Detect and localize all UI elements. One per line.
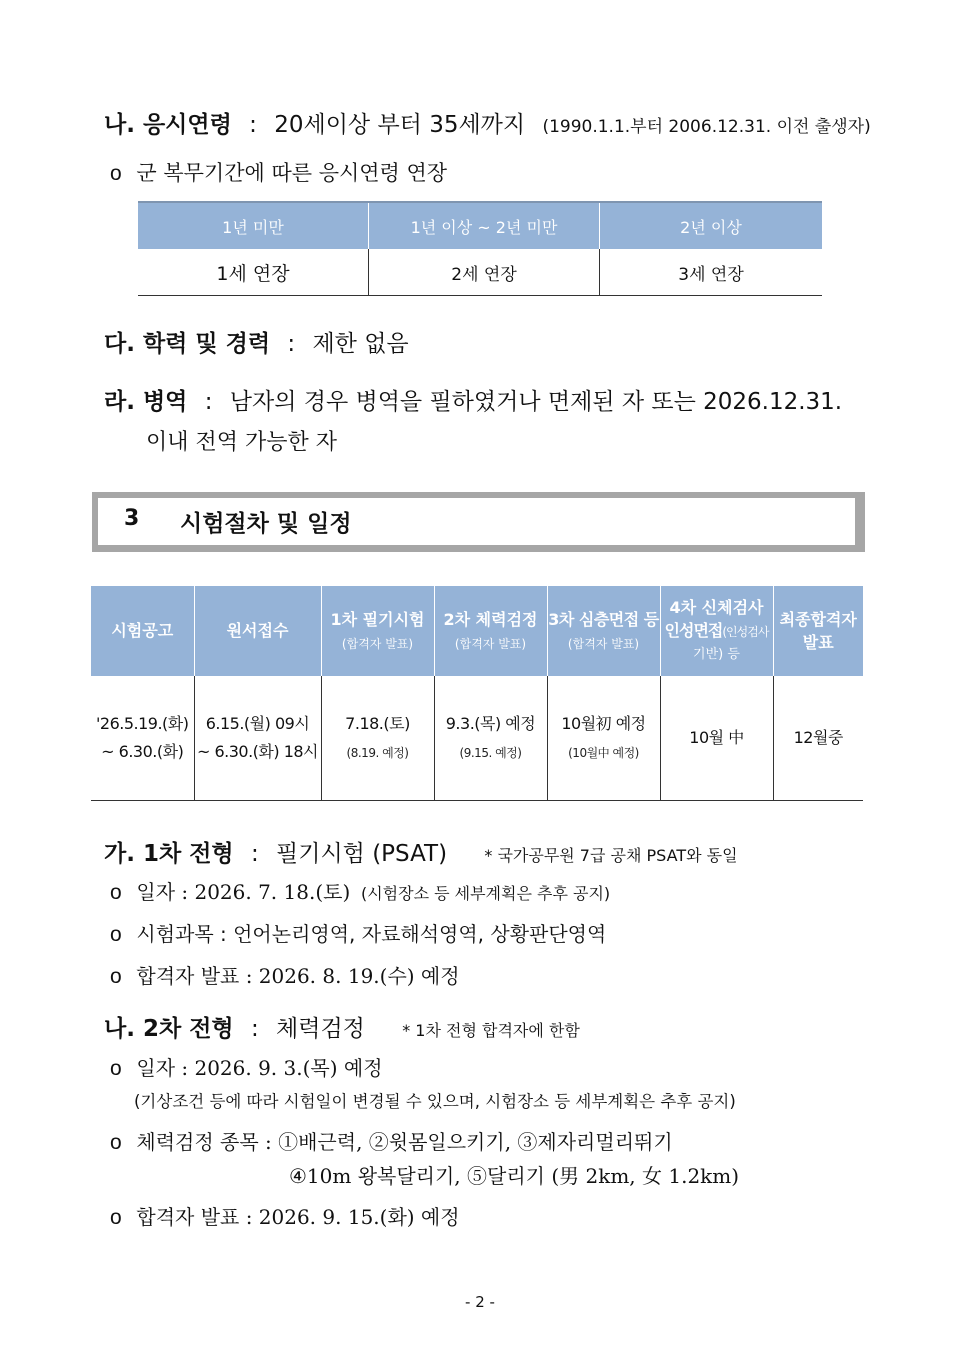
stage1-note: * 국가공무원 7급 공채 PSAT와 동일 (484, 846, 738, 865)
stage2-note: * 1차 전형 합격자에 한함 (402, 1021, 580, 1040)
stage2-result: o 합격자 발표 : 2026. 9. 15.(화) 예정 (110, 1205, 460, 1229)
stage1-colon: : (250, 841, 259, 867)
stage2-value: 체력검정 (276, 1016, 365, 1042)
schedule-cell: '26.5.19.(화) ~ 6.30.(화) (91, 676, 194, 801)
military-line1: 남자의 경우 병역을 필하였거나 면제된 자 또는 2026.12.31. (229, 389, 843, 415)
age-table-cell: 2세 연장 (369, 249, 600, 296)
schedule-header: 시험공고 (91, 586, 194, 676)
stage2-colon: : (250, 1016, 259, 1042)
military-label: 라. 병역 (104, 389, 188, 415)
stage2-heading (104, 1010, 580, 1043)
military-line2: 이내 전역 가능한 자 (146, 430, 337, 455)
schedule-table (91, 586, 863, 801)
stage1-value: 필기시험 (PSAT) (276, 841, 448, 867)
education-colon: : (287, 331, 296, 357)
age-extension-table (138, 201, 822, 296)
section-number: 3 (124, 506, 140, 531)
schedule-cell: 6.15.(월) 09시 ~ 6.30.(화) 18시 (194, 676, 321, 801)
stage1-item: o 시험과목 : 언어논리영역, 자료해석영역, 상황판단영역 (110, 922, 607, 946)
stage2-date-note: (기상조건 등에 따라 시험일이 변경될 수 있으며, 시험장소 등 세부계획은 추후 공지) (134, 1092, 736, 1111)
stage2-date: o 일자 : 2026. 9. 3.(목) 예정 (110, 1056, 383, 1080)
education-label: 다. 학력 및 경력 (104, 331, 271, 357)
education-value: 제한 없음 (312, 331, 409, 357)
schedule-header: 원서접수 (194, 586, 321, 676)
stage2-events: o 체력검정 종목 : ①배근력, ②윗몸일으키기, ③제자리멀리뛰기 (110, 1130, 673, 1154)
stage1-heading (104, 835, 738, 868)
age-heading (104, 106, 871, 139)
age-table-header: 2년 이상 (600, 202, 823, 249)
age-label: 나. 응시연령 (104, 112, 232, 138)
age-colon: : (249, 112, 257, 138)
section-frame (92, 545, 865, 552)
stage2-events-line2: ④10m 왕복달리기, ⑤달리기 (男 2km, 女 1.2km) (289, 1164, 740, 1188)
schedule-cell: 7.18.(토) (8.19. 예정) (321, 676, 434, 801)
schedule-header: 최종합격자 발표 (773, 586, 863, 676)
age-table-header: 1년 이상 ~ 2년 미만 (369, 202, 600, 249)
schedule-cell: 10월初 예정 (10월中 예정) (547, 676, 660, 801)
section-frame (855, 492, 865, 552)
schedule-cell: 10월 中 (660, 676, 773, 801)
stage1-label: 가. 1차 전형 (104, 841, 234, 867)
bullet: o (110, 162, 122, 185)
age-note: (1990.1.1.부터 2006.12.31. 이전 출생자) (542, 117, 871, 137)
age-table-cell: 3세 연장 (600, 249, 823, 296)
age-value: 20세이상 부터 35세까지 (274, 112, 526, 138)
schedule-header: 4차 신체검사 인성면접(인성검사 기반) 등 (660, 586, 773, 676)
section-title: 시험절차 및 일정 (180, 511, 352, 537)
age-table-cell: 1세 연장 (138, 249, 369, 296)
schedule-cell: 9.3.(목) 예정 (9.15. 예정) (434, 676, 547, 801)
military-heading (104, 383, 842, 416)
age-extension-line (110, 157, 447, 187)
stage1-item: o 일자 : 2026. 7. 18.(토) (시험장소 등 세부계획은 추후 공지) (110, 880, 611, 904)
age-extension-text: 군 복무기간에 따른 응시연령 연장 (136, 161, 448, 185)
page-number: - 2 - (465, 1293, 495, 1311)
schedule-header: 3차 심층면접 등 (합격자 발표) (547, 586, 660, 676)
schedule-header: 1차 필기시험 (합격자 발표) (321, 586, 434, 676)
stage2-label: 나. 2차 전형 (104, 1016, 234, 1042)
schedule-header: 2차 체력검정 (합격자 발표) (434, 586, 547, 676)
stage1-item: o 합격자 발표 : 2026. 8. 19.(수) 예정 (110, 964, 460, 988)
age-table-header: 1년 미만 (138, 202, 369, 249)
military-colon: : (204, 389, 213, 415)
education-heading (104, 325, 409, 358)
schedule-cell: 12월중 (773, 676, 863, 801)
